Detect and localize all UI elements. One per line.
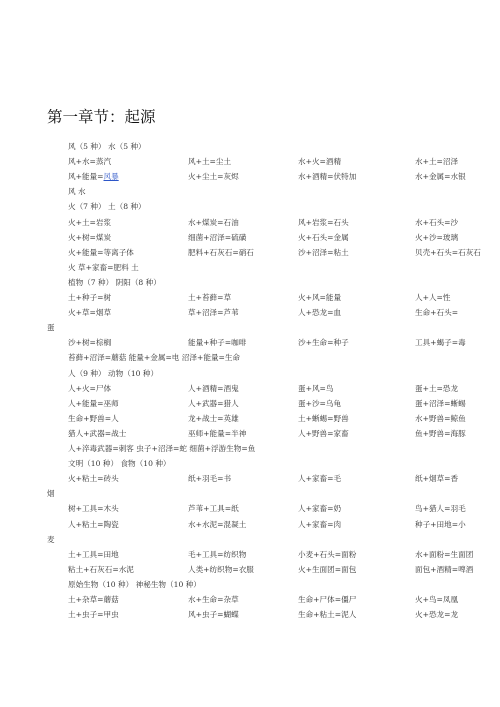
recipe-text: 水+土=沼泽	[415, 157, 459, 167]
recipe-text: 生命+粘土=泥人	[298, 610, 357, 620]
recipe-text: 草+沼泽=芦苇	[188, 308, 239, 318]
recipe-cell	[415, 429, 466, 439]
recipe-text: 水+水泥=混凝土	[188, 519, 247, 529]
recipe-text: 火+石头=金属	[298, 232, 349, 242]
recipe-text: 种子+田地=小	[415, 519, 466, 529]
recipe-cell	[298, 595, 356, 605]
recipe-cell	[188, 565, 254, 575]
recipe-text: 树+工具=木头	[68, 504, 119, 514]
recipe-cell	[68, 474, 119, 484]
recipe-text: 风+能量=	[68, 172, 104, 182]
recipe-text: 土+杂草=蘑菇	[68, 595, 119, 604]
recipe-text: 毛+工具=纺织物	[188, 549, 247, 559]
recipe-cell	[415, 550, 473, 560]
recipe-text: 蛋+风=鸟	[298, 383, 334, 393]
recipe-text: 沙+生命=种子	[298, 338, 349, 348]
recipe-text: 风+土=尘土	[188, 157, 232, 167]
recipe-cell	[188, 248, 254, 258]
recipe-cell	[415, 504, 466, 514]
recipe-text: 猎人+武器=战士	[68, 428, 127, 438]
recipe-text: 水+野兽=鲸鱼	[415, 413, 466, 423]
recipe-cell	[298, 172, 356, 182]
recipe-text: 人+武器=猎人	[188, 398, 239, 408]
recipe-text: 水+煤炭=石油	[188, 217, 239, 227]
recipe-cell	[68, 429, 126, 439]
recipe-link[interactable]: 风暴	[103, 172, 119, 182]
recipe-cell	[298, 308, 341, 318]
recipe-cell	[188, 157, 231, 167]
recipe-cell	[415, 414, 466, 424]
recipe-text: 工具+蝎子=毒	[415, 338, 466, 348]
recipe-cell	[68, 414, 119, 424]
recipe-text: 人+家畜=奶	[298, 504, 342, 514]
recipe-cell	[298, 218, 349, 228]
recipe-text: 生命+野兽=人	[68, 413, 119, 423]
recipe-cell	[298, 520, 341, 530]
recipe-text: 巫师+能量=半神	[188, 428, 247, 438]
recipe-cell	[68, 399, 119, 409]
recipe-text: 鱼+野兽=海豚	[415, 428, 466, 438]
recipe-text: 小麦+石头=面粉	[298, 549, 357, 559]
recipe-cell	[68, 550, 119, 560]
recipe-text: 沙+树=棕榈	[68, 338, 112, 348]
recipe-text: 鸟+猎人=羽毛	[415, 504, 466, 514]
recipe-text: 风+岩浆=石头	[298, 217, 349, 227]
recipe-cell	[188, 429, 246, 439]
recipe-text: 火+粘土=砖头	[68, 474, 119, 484]
recipe-cell	[298, 384, 334, 394]
recipe-text: 土+工具=田地	[68, 549, 119, 559]
recipe-text: 人+野兽=家畜	[298, 428, 349, 438]
recipe-cell	[298, 610, 356, 620]
recipe-cell	[188, 384, 239, 394]
recipe-cell	[188, 474, 231, 484]
recipe-text: 火+风=能量	[298, 293, 342, 302]
recipe-cell	[68, 293, 111, 303]
recipe-cell	[415, 172, 466, 182]
recipe-text: 水+金属=水银	[415, 172, 466, 182]
recipe-text: 粘土+石灰石=水泥	[68, 564, 134, 574]
recipe-cell	[188, 504, 239, 514]
recipe-text: 细菌+沼泽=硫磺	[188, 232, 247, 242]
recipe-text: 芦苇+工具=纸	[188, 504, 239, 514]
recipe-text: 蛋+沼泽=蜥蜴	[415, 398, 466, 408]
recipe-cell	[68, 504, 119, 514]
recipe-cell	[188, 308, 239, 318]
recipe-cell	[68, 338, 111, 348]
recipe-cell	[415, 565, 473, 575]
recipe-text: 火+能量=等离子体	[68, 247, 134, 257]
recipe-cell	[68, 157, 111, 167]
recipe-text: 沙+沼泽=粘土	[298, 247, 349, 257]
recipe-cell	[415, 520, 466, 530]
recipe-text: 贝壳+石头=石灰石	[415, 247, 481, 257]
recipe-text: 水+火=酒精	[298, 157, 342, 167]
recipe-cell	[298, 157, 341, 167]
recipe-cell	[415, 233, 458, 243]
recipe-text: 蛋+土=恐龙	[415, 383, 459, 393]
recipe-cell	[68, 610, 119, 620]
continuation-text: 麦	[47, 534, 55, 544]
recipe-cell	[188, 233, 246, 243]
recipe-text: 土+种子=树	[68, 293, 112, 302]
recipe-text: 人+人=性	[415, 293, 451, 302]
recipe-text: 火+尘土=灰烬	[188, 172, 239, 182]
section-heading: 人（9 种） 动物（10 种）	[68, 368, 159, 378]
recipe-cell	[415, 248, 481, 258]
recipe-cell	[298, 550, 356, 560]
section-heading: 植物（7 种） 阴阳（8 种）	[68, 277, 161, 287]
section-heading: 人+淬毒武器=刺客 虫子+沼泽=蛇 细菌+浮游生物=鱼	[68, 444, 256, 453]
recipe-text: 火+生面团=面包	[298, 564, 357, 574]
recipe-text: 火+树=煤炭	[68, 232, 112, 242]
recipe-text: 水+面粉=生面团	[415, 549, 474, 559]
continuation-text: 蛋	[47, 323, 55, 333]
recipe-text: 火+草=烟草	[68, 308, 112, 318]
recipe-text: 面包+酒精=啤酒	[415, 564, 474, 574]
recipe-text: 水+生命=杂草	[188, 595, 239, 604]
recipe-cell	[298, 293, 341, 303]
recipe-text: 人+家畜=毛	[298, 474, 342, 484]
recipe-cell	[298, 474, 341, 484]
recipe-cell	[415, 399, 466, 409]
recipe-text: 生命+尸体=僵尸	[298, 595, 357, 604]
recipe-cell	[68, 520, 119, 530]
recipe-cell	[188, 595, 239, 605]
recipe-text: 人+火=尸体	[68, 383, 112, 393]
recipe-text: 火+恐龙=龙	[415, 610, 459, 620]
recipe-cell	[415, 338, 466, 348]
recipe-cell	[68, 595, 119, 605]
recipe-cell	[68, 384, 111, 394]
recipe-cell	[298, 429, 349, 439]
recipe-text: 纸+烟草=香	[415, 474, 459, 484]
recipe-cell	[298, 414, 349, 424]
recipe-text: 土+虫子=甲虫	[68, 610, 119, 620]
section-heading: 火 草+家畜=肥料 土	[68, 262, 139, 272]
recipe-text: 人+酒精=酒鬼	[188, 383, 239, 393]
recipe-cell	[415, 610, 458, 620]
recipe-cell	[298, 338, 349, 348]
recipe-cell	[415, 218, 458, 228]
recipe-cell	[298, 233, 349, 243]
recipe-text: 人+恐龙=血	[298, 308, 342, 318]
chapter-title: 第一章节：起源	[47, 108, 156, 126]
section-heading: 原始生物（10 种） 神秘生物（10 种）	[68, 579, 201, 589]
recipe-cell	[415, 293, 451, 303]
recipe-cell	[415, 308, 458, 318]
recipe-cell	[298, 504, 341, 514]
recipe-cell	[298, 565, 356, 575]
recipe-text: 风+虫子=蝴蝶	[188, 610, 239, 620]
recipe-cell	[415, 474, 458, 484]
recipe-cell	[68, 172, 119, 182]
recipe-cell	[188, 338, 246, 348]
recipe-cell	[415, 157, 458, 167]
recipe-cell	[68, 233, 111, 243]
recipe-cell	[188, 399, 239, 409]
recipe-cell	[188, 293, 231, 303]
recipe-cell	[68, 218, 111, 228]
recipe-cell	[188, 550, 246, 560]
section-heading: 苔藓+沼泽=蘑菇 能量+金属=电 沼泽+能量=生命	[68, 353, 241, 363]
section-heading: 风 水	[68, 187, 86, 197]
recipe-text: 火+鸟=凤凰	[415, 595, 459, 604]
continuation-text: 烟	[47, 489, 55, 499]
recipe-cell	[68, 308, 111, 318]
recipe-cell	[188, 172, 239, 182]
recipe-cell	[188, 218, 239, 228]
recipe-text: 风+水=蒸汽	[68, 157, 112, 167]
recipe-cell	[68, 565, 134, 575]
recipe-cell	[415, 595, 458, 605]
recipe-cell	[188, 610, 239, 620]
recipe-cell	[415, 384, 458, 394]
recipe-text: 肥料+石灰石=硝石	[188, 247, 254, 257]
recipe-text: 蛋+沙=乌龟	[298, 398, 342, 408]
recipe-text: 能量+种子=咖啡	[188, 338, 247, 348]
recipe-cell	[188, 520, 246, 530]
section-heading: 文明（10 种） 食物（10 种）	[68, 459, 171, 469]
recipe-text: 龙+战士=英雄	[188, 413, 239, 423]
recipe-text: 土+苔藓=草	[188, 293, 232, 302]
section-heading: 火（7 种） 土（8 种）	[68, 202, 146, 212]
recipe-cell	[188, 414, 239, 424]
recipe-text: 水+酒精=伏特加	[298, 172, 357, 182]
recipe-text: 纸+羽毛=书	[188, 474, 232, 484]
recipe-text: 人+粘土=陶瓷	[68, 519, 119, 529]
recipe-text: 土+蜥蜴=野兽	[298, 413, 349, 423]
recipe-text: 火+沙=玻璃	[415, 232, 459, 242]
recipe-text: 人+能量=巫师	[68, 398, 119, 408]
recipe-cell	[68, 248, 134, 258]
recipe-text: 火+土=岩浆	[68, 217, 112, 227]
recipe-text: 生命+石头=	[415, 308, 459, 318]
recipe-text: 人类+纺织物=衣服	[188, 564, 254, 574]
recipe-text: 水+石头=沙	[415, 217, 459, 227]
recipe-text: 人+家畜=肉	[298, 519, 342, 529]
recipe-cell	[298, 399, 341, 409]
recipe-cell	[298, 248, 349, 258]
section-heading: 风（5 种） 水（5 种）	[68, 142, 146, 151]
